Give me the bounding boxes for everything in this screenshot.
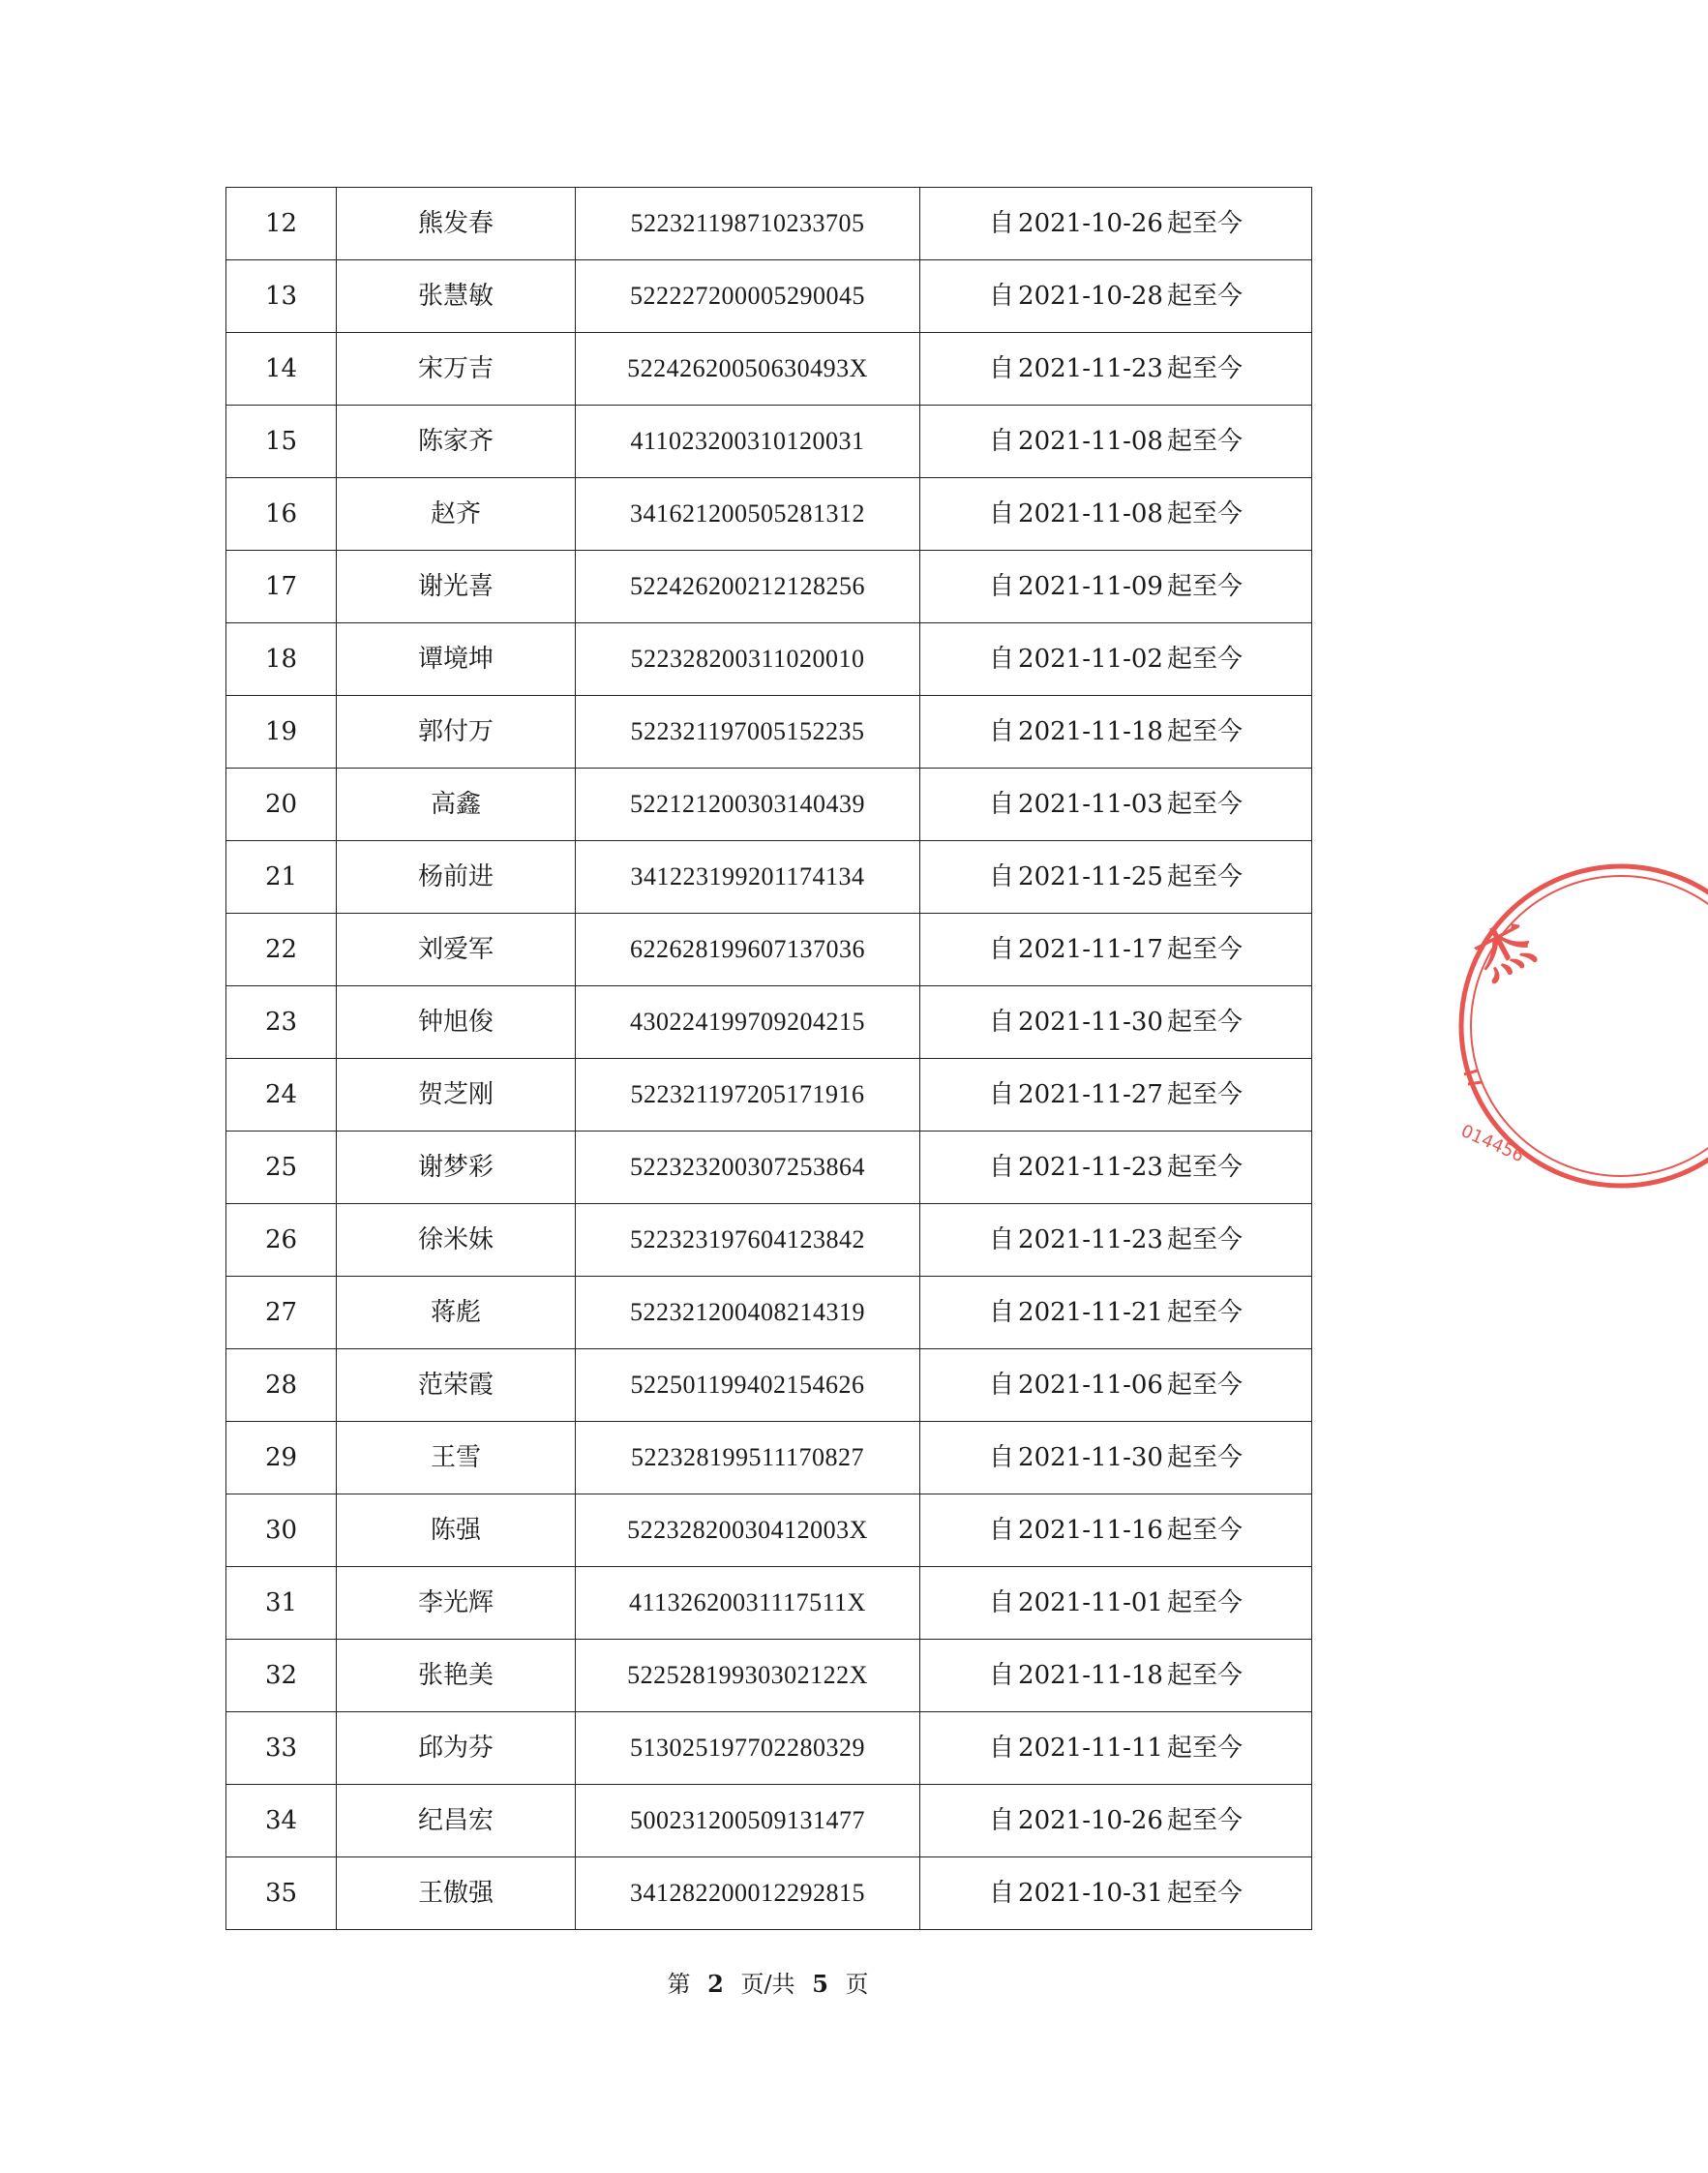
employment-period: [920, 1857, 1312, 1930]
id-number: 522121200303140439: [576, 769, 920, 841]
period-prefix: 自: [989, 1661, 1015, 1690]
period-prefix: 自: [989, 282, 1015, 311]
period-suffix: 起至今: [1166, 1080, 1243, 1109]
period-suffix: 起至今: [1166, 354, 1243, 383]
table-row: [226, 623, 1312, 696]
id-number: 430224199709204215: [576, 986, 920, 1059]
person-name: 刘爱军: [337, 914, 576, 986]
id-number: 522321197205171916: [576, 1059, 920, 1132]
employment-period: [920, 188, 1312, 260]
row-number: 18: [226, 623, 337, 696]
employment-period: [920, 1132, 1312, 1204]
person-name: 谢梦彩: [337, 1132, 576, 1204]
period-date: 2021-11-08: [1018, 427, 1163, 456]
employment-period: [920, 1712, 1312, 1785]
employment-period: [920, 260, 1312, 333]
employment-period: [920, 1494, 1312, 1567]
period-prefix: 自: [989, 1588, 1015, 1617]
table-row: [226, 1494, 1312, 1567]
period-prefix: 自: [989, 790, 1015, 819]
period-suffix: 起至今: [1166, 1153, 1243, 1182]
row-number: 24: [226, 1059, 337, 1132]
period-suffix: 起至今: [1166, 499, 1243, 528]
roster-table-body: [226, 188, 1312, 1930]
id-number: 41132620031117511X: [576, 1567, 920, 1640]
employment-period: [920, 478, 1312, 551]
employment-period: [920, 841, 1312, 914]
person-name: 赵齐: [337, 478, 576, 551]
period-prefix: 自: [989, 645, 1015, 674]
period-prefix: 自: [989, 935, 1015, 964]
period-prefix: 自: [989, 209, 1015, 238]
id-number: 341282200012292815: [576, 1857, 920, 1930]
employment-period: [920, 1349, 1312, 1422]
person-name: 贺芝刚: [337, 1059, 576, 1132]
person-name: 钟旭俊: [337, 986, 576, 1059]
period-suffix: 起至今: [1166, 862, 1243, 891]
roster-table: [225, 187, 1312, 1930]
period-prefix: 自: [989, 1371, 1015, 1400]
row-number: 15: [226, 406, 337, 478]
person-name: 杨前进: [337, 841, 576, 914]
page-footer: [0, 1965, 1536, 1999]
row-number: 27: [226, 1277, 337, 1349]
period-date: 2021-11-18: [1018, 1661, 1163, 1690]
table-row: [226, 551, 1312, 623]
person-name: 张慧敏: [337, 260, 576, 333]
seal-text-top: 杰: [1465, 911, 1544, 993]
table-row: [226, 769, 1312, 841]
table-row: [226, 1132, 1312, 1204]
period-date: 2021-11-08: [1018, 499, 1163, 528]
period-date: 2021-11-02: [1018, 645, 1163, 674]
row-number: 29: [226, 1422, 337, 1494]
seal-graphic: [1456, 852, 1708, 1200]
period-prefix: 自: [989, 1806, 1015, 1835]
period-prefix: 自: [989, 1298, 1015, 1327]
period-date: 2021-11-06: [1018, 1371, 1163, 1400]
period-date: 2021-11-23: [1018, 1225, 1163, 1254]
row-number: 35: [226, 1857, 337, 1930]
person-name: 谢光喜: [337, 551, 576, 623]
period-suffix: 起至今: [1166, 1443, 1243, 1472]
period-date: 2021-11-03: [1018, 790, 1163, 819]
employment-period: [920, 696, 1312, 769]
id-number: 500231200509131477: [576, 1785, 920, 1857]
page-suffix: 页: [845, 1971, 869, 1998]
period-suffix: 起至今: [1166, 282, 1243, 311]
id-number: 522227200005290045: [576, 260, 920, 333]
period-date: 2021-11-09: [1018, 572, 1163, 601]
table-row: [226, 1857, 1312, 1930]
period-suffix: 起至今: [1166, 1588, 1243, 1617]
period-prefix: 自: [989, 1153, 1015, 1182]
row-number: 30: [226, 1494, 337, 1567]
table-row: [226, 188, 1312, 260]
id-number: 52242620050630493X: [576, 333, 920, 406]
id-number: 52232820030412003X: [576, 1494, 920, 1567]
period-date: 2021-11-01: [1018, 1588, 1163, 1617]
period-date: 2021-11-11: [1018, 1734, 1163, 1763]
period-date: 2021-10-31: [1018, 1879, 1163, 1908]
period-suffix: 起至今: [1166, 572, 1243, 601]
person-name: 高鑫: [337, 769, 576, 841]
period-date: 2021-11-30: [1018, 1443, 1163, 1472]
id-number: 522328199511170827: [576, 1422, 920, 1494]
table-row: [226, 1204, 1312, 1277]
row-number: 14: [226, 333, 337, 406]
table-row: [226, 1349, 1312, 1422]
period-prefix: 自: [989, 572, 1015, 601]
row-number: 28: [226, 1349, 337, 1422]
person-name: 纪昌宏: [337, 1785, 576, 1857]
period-date: 2021-11-16: [1018, 1516, 1163, 1545]
period-date: 2021-11-30: [1018, 1008, 1163, 1037]
period-date: 2021-11-27: [1018, 1080, 1163, 1109]
person-name: 陈强: [337, 1494, 576, 1567]
row-number: 26: [226, 1204, 337, 1277]
period-prefix: 自: [989, 1008, 1015, 1037]
period-suffix: 起至今: [1166, 1225, 1243, 1254]
period-suffix: 起至今: [1166, 1516, 1243, 1545]
person-name: 邱为芬: [337, 1712, 576, 1785]
employment-period: [920, 1204, 1312, 1277]
period-prefix: 自: [989, 1225, 1015, 1254]
employment-period: [920, 551, 1312, 623]
period-suffix: 起至今: [1166, 1371, 1243, 1400]
period-suffix: 起至今: [1166, 427, 1243, 456]
period-suffix: 起至今: [1166, 1806, 1243, 1835]
page-current: 2: [707, 1970, 724, 1998]
table-row: [226, 260, 1312, 333]
official-seal-stamp: [1456, 852, 1544, 1200]
table-row: [226, 1567, 1312, 1640]
table-row: [226, 478, 1312, 551]
employment-period: [920, 1277, 1312, 1349]
employment-period: [920, 1059, 1312, 1132]
employment-period: [920, 406, 1312, 478]
table-row: [226, 1712, 1312, 1785]
table-row: [226, 986, 1312, 1059]
employment-period: [920, 986, 1312, 1059]
row-number: 13: [226, 260, 337, 333]
row-number: 12: [226, 188, 337, 260]
period-suffix: 起至今: [1166, 645, 1243, 674]
period-date: 2021-10-28: [1018, 282, 1163, 311]
period-prefix: 自: [989, 1443, 1015, 1472]
row-number: 25: [226, 1132, 337, 1204]
id-number: 522321198710233705: [576, 188, 920, 260]
period-prefix: 自: [989, 862, 1015, 891]
person-name: 陈家齐: [337, 406, 576, 478]
person-name: 李光辉: [337, 1567, 576, 1640]
period-date: 2021-11-21: [1018, 1298, 1163, 1327]
table-row: [226, 696, 1312, 769]
row-number: 33: [226, 1712, 337, 1785]
period-prefix: 自: [989, 717, 1015, 746]
period-prefix: 自: [989, 1879, 1015, 1908]
employment-period: [920, 333, 1312, 406]
page-prefix: 第: [667, 1971, 691, 1998]
row-number: 19: [226, 696, 337, 769]
period-date: 2021-11-18: [1018, 717, 1163, 746]
id-number: 411023200310120031: [576, 406, 920, 478]
period-prefix: 自: [989, 499, 1015, 528]
table-row: [226, 1059, 1312, 1132]
row-number: 23: [226, 986, 337, 1059]
period-suffix: 起至今: [1166, 1298, 1243, 1327]
id-number: 622628199607137036: [576, 914, 920, 986]
table-row: [226, 1277, 1312, 1349]
row-number: 31: [226, 1567, 337, 1640]
row-number: 21: [226, 841, 337, 914]
person-name: 宋万吉: [337, 333, 576, 406]
employment-period: [920, 769, 1312, 841]
period-prefix: 自: [989, 1080, 1015, 1109]
table-row: [226, 841, 1312, 914]
table-row: [226, 1640, 1312, 1712]
person-name: 范荣霞: [337, 1349, 576, 1422]
row-number: 20: [226, 769, 337, 841]
id-number: 522323200307253864: [576, 1132, 920, 1204]
row-number: 34: [226, 1785, 337, 1857]
id-number: 522323197604123842: [576, 1204, 920, 1277]
employment-period: [920, 1422, 1312, 1494]
period-date: 2021-11-17: [1018, 935, 1163, 964]
row-number: 17: [226, 551, 337, 623]
period-suffix: 起至今: [1166, 717, 1243, 746]
page-total: 5: [812, 1970, 828, 1998]
employment-period: [920, 1640, 1312, 1712]
table-row: [226, 1785, 1312, 1857]
period-date: 2021-11-23: [1018, 1153, 1163, 1182]
employment-period: [920, 1785, 1312, 1857]
id-number: 522321197005152235: [576, 696, 920, 769]
period-date: 2021-11-25: [1018, 862, 1163, 891]
id-number: 522426200212128256: [576, 551, 920, 623]
id-number: 522328200311020010: [576, 623, 920, 696]
id-number: 513025197702280329: [576, 1712, 920, 1785]
person-name: 熊发春: [337, 188, 576, 260]
period-suffix: 起至今: [1166, 1008, 1243, 1037]
employment-period: [920, 623, 1312, 696]
row-number: 16: [226, 478, 337, 551]
table-row: [226, 406, 1312, 478]
person-name: 谭境坤: [337, 623, 576, 696]
person-name: 王傲强: [337, 1857, 576, 1930]
period-prefix: 自: [989, 1734, 1015, 1763]
page-mid: 页/共: [740, 1971, 795, 1998]
person-name: 徐米妹: [337, 1204, 576, 1277]
period-date: 2021-11-23: [1018, 354, 1163, 383]
id-number: 522501199402154626: [576, 1349, 920, 1422]
row-number: 32: [226, 1640, 337, 1712]
period-suffix: 起至今: [1166, 1661, 1243, 1690]
person-name: 张艳美: [337, 1640, 576, 1712]
period-date: 2021-10-26: [1018, 209, 1163, 238]
seal-text-bottom: 014456: [1457, 1121, 1527, 1167]
id-number: 341223199201174134: [576, 841, 920, 914]
row-number: 22: [226, 914, 337, 986]
period-prefix: 自: [989, 354, 1015, 383]
id-number: 52252819930302122X: [576, 1640, 920, 1712]
table-row: [226, 333, 1312, 406]
period-prefix: 自: [989, 1516, 1015, 1545]
period-suffix: 起至今: [1166, 1734, 1243, 1763]
person-name: 王雪: [337, 1422, 576, 1494]
id-number: 341621200505281312: [576, 478, 920, 551]
period-date: 2021-10-26: [1018, 1806, 1163, 1835]
period-suffix: 起至今: [1166, 1879, 1243, 1908]
table-row: [226, 1422, 1312, 1494]
employment-period: [920, 914, 1312, 986]
period-suffix: 起至今: [1166, 935, 1243, 964]
person-name: 蒋彪: [337, 1277, 576, 1349]
period-prefix: 自: [989, 427, 1015, 456]
period-suffix: 起至今: [1166, 790, 1243, 819]
id-number: 522321200408214319: [576, 1277, 920, 1349]
person-name: 郭付万: [337, 696, 576, 769]
period-suffix: 起至今: [1166, 209, 1243, 238]
table-row: [226, 914, 1312, 986]
employment-period: [920, 1567, 1312, 1640]
